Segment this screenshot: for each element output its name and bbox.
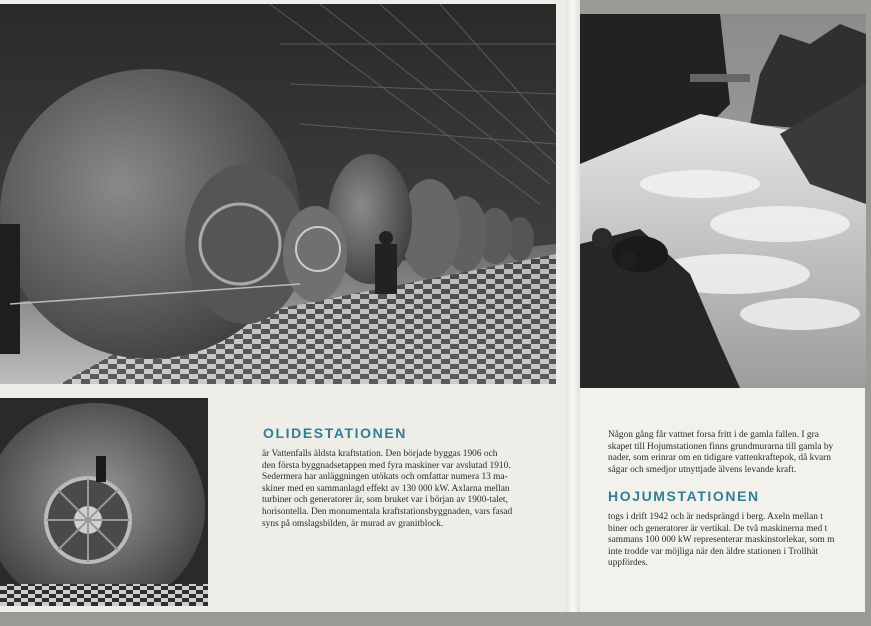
olidestationen-heading: OLIDESTATIONEN	[263, 425, 407, 441]
hojumstationen-line: sammans 100 000 kW representerar maskinstorlekar, som m	[608, 535, 835, 546]
olidestationen-line: syns på omslagsbilden, är murad av granitblock.	[262, 518, 444, 529]
hojum-intro-line: skapet till Hojumstationen finns grundmurarna till gamla by	[608, 441, 834, 452]
hojumstationen-heading: HOJUMSTATIONEN	[608, 488, 760, 504]
rapids-waterfall-photo	[580, 14, 866, 388]
hojum-intro-line: sågar och smedjor utnyttjade älvens levande kraft.	[608, 464, 797, 475]
hojumstationen-line: togs i drift 1942 och är nedsprängd i berg. Axeln mellan t	[608, 512, 823, 522]
olidestationen-line: är Vattenfalls äldsta kraftstation. Den började byggas 1906 och	[262, 449, 498, 459]
hojumstationen-line: biner och generatorer är vertikal. De två maskinerna med t	[608, 523, 828, 534]
hojum-intro-line: nader, som erinrar om en tidigare vattenkraftepok, då kvarn	[608, 453, 831, 464]
olidestationen-line: Sedermera har anläggningen utökats och omfattar numera 13 ma-	[262, 472, 508, 483]
hojumstationen-line: inte trodde var möjliga när den äldre stationen i Trollhät	[608, 546, 819, 557]
hojumstationen-line: uppfördes.	[608, 558, 648, 569]
hojum-intro-line: Någon gång får vattnet forsa fritt i de gamla fallen. I gra	[608, 430, 819, 440]
generator-hall-photo	[0, 4, 556, 384]
olidestationen-line: skiner med en sammanlagd effekt av 130 000 kW. Axlarna mellan	[262, 483, 510, 494]
page-fold	[566, 0, 580, 612]
olidestationen-line: den första byggnadsetappen med fyra maskiner var avslutad 1910.	[262, 460, 511, 471]
olidestationen-line: turbiner och generatorer är, som bruket var i början av 1900-talet,	[262, 495, 508, 506]
generator-closeup-photo	[0, 398, 208, 606]
olidestationen-line: horisontella. Den monumentala kraftstationsbyggnaden, vars fasad	[262, 507, 513, 517]
